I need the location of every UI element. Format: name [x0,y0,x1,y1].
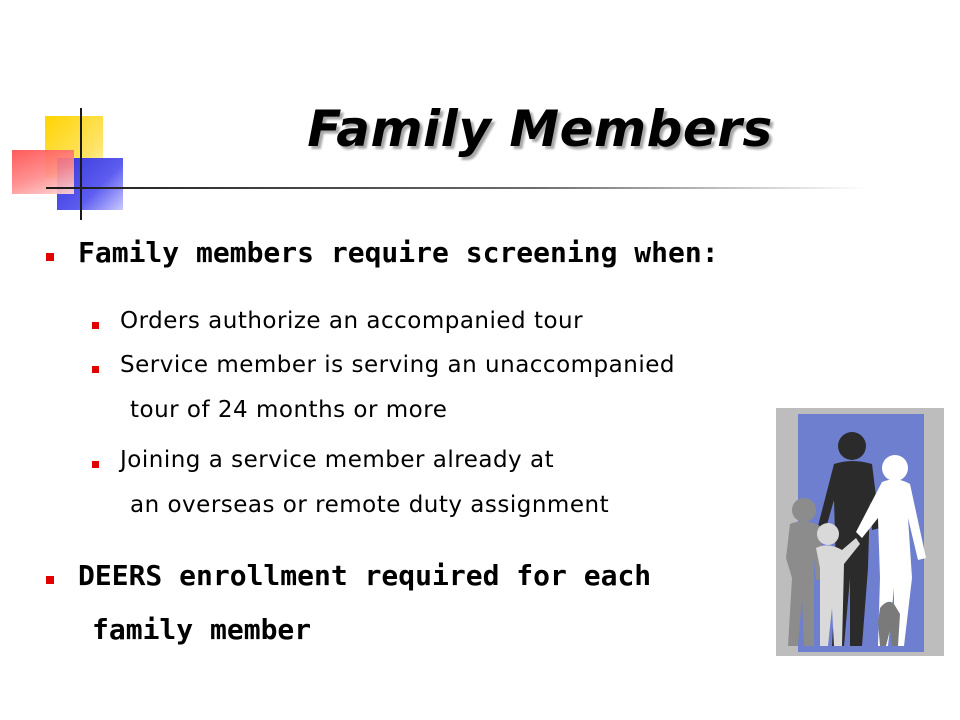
title-ornament [0,0,140,230]
page-title: Family Members [307,100,773,158]
sub-bullet-marker [92,366,99,373]
sub-bullet-unaccompanied: Service member is serving an unaccompanied [120,352,675,378]
sub-bullet-joining-cont: an overseas or remote duty assignment [130,492,610,518]
family-silhouette-icon [776,408,944,656]
bullet-marker [46,253,54,261]
sub-bullet-marker [92,461,99,468]
sub-bullet-marker [92,322,99,329]
sub-bullet-unaccompanied-cont: tour of 24 months or more [130,397,448,423]
bullet-marker [46,576,54,584]
bullet-deers-cont: family member [92,613,312,646]
ornament-vertical-line [80,108,82,220]
sub-bullet-joining: Joining a service member already at [120,447,555,473]
sub-bullet-accompanied: Orders authorize an accompanied tour [120,308,584,334]
bullet-deers: DEERS enrollment required for each [78,559,652,592]
bullet-screening: Family members require screening when: [78,236,719,269]
title-underline [46,187,866,189]
family-picture [776,408,944,656]
